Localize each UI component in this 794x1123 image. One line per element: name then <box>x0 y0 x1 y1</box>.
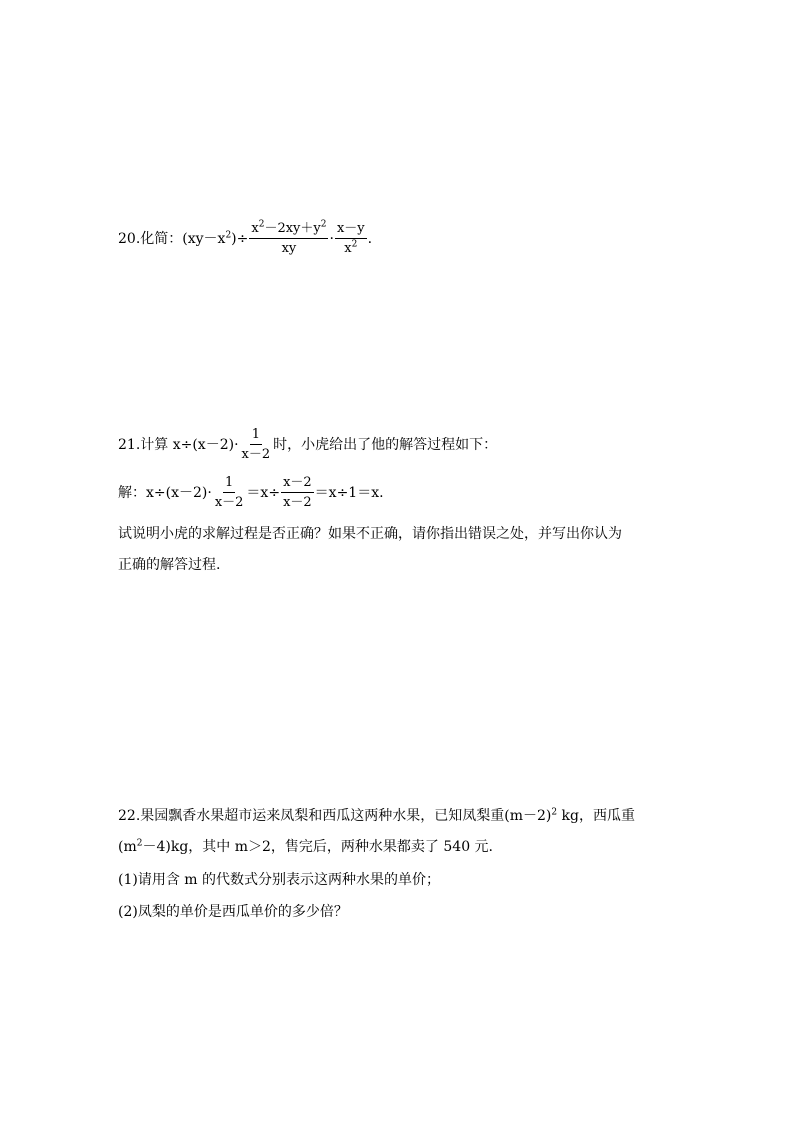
q22-line-1: 22.果园飘香水果超市运来凤梨和西瓜这两种水果，已知凤梨重$(m-2)^2$ kg，西瓜重 <box>118 807 636 824</box>
q20-dot: · <box>329 230 334 247</box>
q22-part-1: (1)请用含 m 的代数式分别表示这两种水果的单价； <box>118 872 441 888</box>
question-22-line-2 <box>118 840 493 854</box>
q21-fraction <box>240 428 273 461</box>
q22-part-2: (2)凤梨的单价是西瓜单价的多少倍？ <box>118 904 348 920</box>
q20-lhs: $(xy-x^2)\div$ <box>182 229 249 247</box>
q22-line-2: $(m^2-4)kg$，其中 m＞2，售完后，两种水果都卖了 540 元. <box>118 838 494 855</box>
q21-solution-tail: ＝x÷1＝x. <box>314 484 384 501</box>
q20-label: 20.化简： <box>118 230 183 247</box>
question-22-part-1 <box>118 873 440 887</box>
q21-solution-mid: ＝x÷ <box>246 484 281 501</box>
q21-solution-fraction-2-numerator: x－2 <box>281 476 314 493</box>
q21-ask-text-1: 试说明小虎的求解过程是否正确？如果不正确，请你指出错误之处，并写出你认为 <box>118 526 622 542</box>
question-21 <box>118 428 497 461</box>
q21-solution <box>118 476 384 509</box>
q21-tail: 时，小虎给出了他的解答过程如下： <box>273 436 498 453</box>
q21-fraction-numerator: 1 <box>250 428 262 445</box>
question-20 <box>118 219 373 256</box>
q21-solution-prefix: 解：x÷(x－2)· <box>118 484 212 501</box>
q20-fraction-2-denominator: $x^2$ <box>344 239 358 256</box>
q20-period: . <box>367 230 373 247</box>
q21-solution-fraction-2-denominator: x－2 <box>283 495 312 510</box>
q20-fraction-1-numerator: $x^2-2xy+y^2$ <box>249 222 328 239</box>
question-22-part-2 <box>118 905 348 919</box>
q21-ask-line-1 <box>118 527 622 541</box>
q21-solution-fraction-1-numerator: 1 <box>223 476 235 493</box>
q21-ask-text-2: 正确的解答过程. <box>118 557 221 573</box>
q21-fraction-denominator: x－2 <box>241 447 271 462</box>
q20-fraction-1-denominator: xy <box>281 241 297 256</box>
q20-fraction-2-numerator: x－y <box>335 222 367 239</box>
q20-fraction-1 <box>249 219 328 256</box>
q21-label: 21.计算 x÷(x－2)· <box>118 436 239 453</box>
q20-fraction-2 <box>335 222 367 255</box>
q21-solution-fraction-2 <box>281 476 314 509</box>
q21-solution-fraction-1 <box>213 476 246 509</box>
question-22-line-1 <box>118 809 635 823</box>
q21-ask-line-2 <box>118 558 220 572</box>
q21-solution-fraction-1-denominator: x－2 <box>214 495 244 510</box>
